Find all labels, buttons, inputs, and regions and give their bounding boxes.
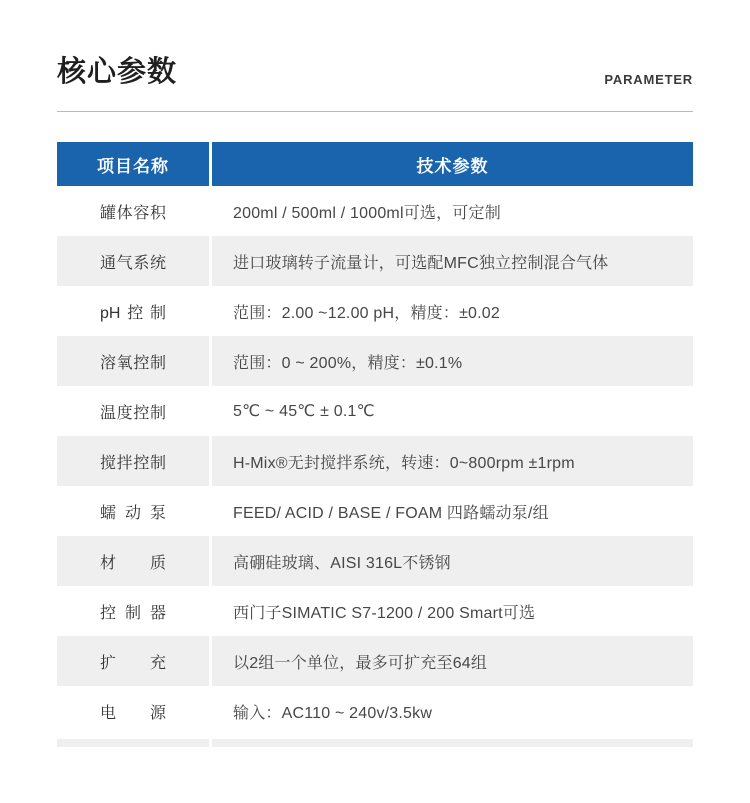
item-name-label: 蠕动泵 [100,504,166,522]
item-value-cell: 范围：0 ~ 200%，精度：±0.1% [212,336,693,386]
page-subtitle: PARAMETER [604,72,693,88]
table-row [57,186,693,236]
section-header [57,0,693,89]
table-row [57,436,693,486]
item-name-cell [57,186,209,236]
item-value-cell: 进口玻璃转子流量计，可选配MFC独立控制混合气体 [212,236,693,286]
item-name-label: 控制器 [100,604,166,622]
item-value-cell: H-Mix®无封搅拌系统，转速：0~800rpm ±1rpm [212,436,693,486]
table-row [57,686,693,736]
next-row-partial-name-cell [57,739,209,747]
item-name-cell [57,286,209,336]
table-header-row [57,142,693,186]
item-name-cell [57,336,209,386]
page-title: 核心参数 [57,56,178,88]
item-name-label: 搅拌控制 [100,454,166,472]
column-header-tech-params: 技术参数 [212,142,693,186]
next-row-partial-value-cell [212,739,693,747]
table-row [57,486,693,536]
item-value-cell: 5℃ ~ 45℃ ± 0.1℃ [212,386,693,436]
content-container [57,0,693,747]
item-name-cell [57,536,209,586]
item-value-cell: 高硼硅玻璃、AISI 316L不锈钢 [212,536,693,586]
table-row [57,236,693,286]
spec-table [57,142,693,747]
item-value-cell: 西门子SIMATIC S7-1200 / 200 Smart可选 [212,586,693,636]
item-name-cell [57,386,209,436]
table-row [57,536,693,586]
table-row [57,336,693,386]
column-header-item-name: 项目名称 [57,142,209,186]
table-body [57,186,693,736]
item-name-cell [57,486,209,536]
item-value-cell: FEED/ ACID / BASE / FOAM 四路蠕动泵/组 [212,486,693,536]
item-name-label: 温度控制 [100,404,166,422]
item-name-label: 通气系统 [100,254,166,272]
table-row [57,636,693,686]
item-name-label: 罐体容积 [100,204,166,222]
item-name-cell [57,236,209,286]
item-name-cell [57,436,209,486]
item-name-cell [57,636,209,686]
item-value-cell: 200ml / 500ml / 1000ml可选，可定制 [212,186,693,236]
table-row [57,286,693,336]
header-divider [57,111,693,112]
item-value-cell: 范围：2.00 ~12.00 pH，精度：±0.02 [212,286,693,336]
item-name-label: pH控制 [100,304,166,322]
item-name-label: 材质 [100,554,166,572]
table-row [57,386,693,436]
item-value-cell: 以2组一个单位，最多可扩充至64组 [212,636,693,686]
item-name-cell [57,586,209,636]
item-name-cell [57,686,209,736]
item-value-cell: 输入：AC110 ~ 240v/3.5kw [212,686,693,736]
next-row-partial [57,739,693,747]
item-name-label: 电源 [100,704,166,722]
item-name-label: 扩充 [100,654,166,672]
table-row [57,586,693,636]
item-name-label: 溶氧控制 [100,354,166,372]
